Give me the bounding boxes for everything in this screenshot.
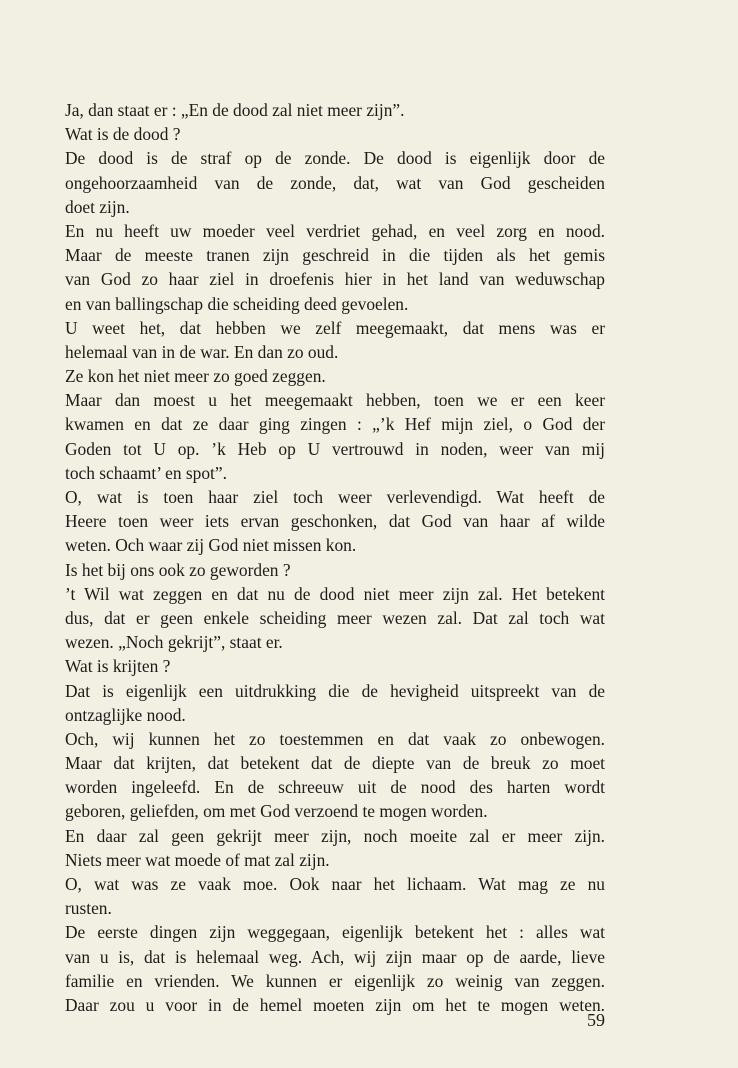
paragraph: [65, 824, 605, 872]
paragraph: [65, 558, 605, 582]
text-line: En daar zal geen gekrijt meer zijn, noch moeite zal er meer zijn.: [65, 825, 605, 846]
text-line: O, wat was ze vaak moe. Ook naar het lichaam. Wat mag ze nu: [65, 874, 605, 894]
text-line: worden ingeleefd. En de schreeuw uit de nood des harten wordt: [65, 777, 605, 798]
text-line: Maar dan moest u het meegemaakt hebben, toen we er een keer: [65, 390, 605, 411]
text-line: ’t Wil wat zeggen en dat nu de dood niet meer zijn zal. Het betekent: [65, 583, 605, 604]
paragraph: [65, 316, 605, 364]
text-line: geboren, geliefden, om met God verzoend te mogen worden.: [65, 801, 488, 822]
text-line: Heere toen weer iets ervan geschonken, dat God van haar af wilde: [65, 511, 605, 532]
text-line: O, wat is toen haar ziel toch weer verlevendigd. Wat heeft de: [65, 487, 605, 507]
text-line: dus, dat er geen enkele scheiding meer wezen zal. Dat zal toch wat: [65, 607, 605, 628]
text-line: De eerste dingen zijn weggegaan, eigenlijk betekent het : alles wat: [65, 922, 605, 943]
page-number: 59: [587, 1010, 605, 1030]
text-line: En nu heeft uw moeder veel verdriet gehad, en veel zorg en nood.: [65, 220, 605, 241]
text-line: rusten.: [65, 898, 112, 919]
page-body: [65, 98, 605, 1017]
text-line: weten. Och waar zij God niet missen kon.: [65, 535, 357, 556]
text-line: Dat is eigenlijk een uitdrukking die de hevigheid uitspreekt van de: [65, 680, 605, 701]
text-line: ongehoorzaamheid van de zonde, dat, wat van God gescheiden: [65, 172, 605, 193]
text-line: U weet het, dat hebben we zelf meegemaakt, dat mens was er: [65, 317, 605, 338]
paragraph: [65, 485, 605, 558]
text-line: Ja, dan staat er : „En de dood zal niet meer zijn”.: [65, 100, 405, 120]
text-line: Wat is de dood ?: [65, 124, 181, 145]
text-line: Maar de meeste tranen zijn geschreid in die tijden als het gemis: [65, 245, 605, 266]
paragraph: [65, 582, 605, 655]
text-line: van God zo haar ziel in droefenis hier in het land van weduwschap: [65, 269, 605, 290]
text-line: Niets meer wat moede of mat zal zijn.: [65, 849, 330, 870]
text-line: wezen. „Noch gekrijt”, staat er.: [65, 632, 283, 653]
text-line: doet zijn.: [65, 196, 130, 217]
text-line: De dood is de straf op de zonde. De dood is eigenlijk door de: [65, 148, 605, 169]
text-line: ontzaglijke nood.: [65, 704, 186, 725]
paragraph: [65, 679, 605, 727]
text-line: Ze kon het niet meer zo goed zeggen.: [65, 366, 326, 387]
paragraph: [65, 219, 605, 243]
text-line: van u is, dat is helemaal weg. Ach, wij zijn maar op de aarde, lieve: [65, 946, 605, 967]
text-line: en van ballingschap die scheiding deed gevoelen.: [65, 293, 409, 314]
paragraph: [65, 364, 605, 388]
paragraph: [65, 146, 605, 219]
text-line: Maar dat krijten, dat betekent dat de diepte van de breuk zo moet: [65, 753, 605, 774]
text-line: helemaal van in de war. En dan zo oud.: [65, 341, 339, 362]
text-line: kwamen en dat ze daar ging zingen : „’k Hef mijn ziel, o God der: [65, 414, 605, 435]
paragraph: [65, 98, 605, 122]
text-line: Och, wij kunnen het zo toestemmen en dat vaak zo onbewogen.: [65, 728, 605, 749]
paragraph: [65, 122, 605, 146]
paragraph: [65, 654, 605, 678]
text-line: Goden tot U op. ’k Heb op U vertrouwd in noden, weer van mij: [65, 438, 605, 459]
paragraph: [65, 727, 605, 824]
text-line: Wat is krijten ?: [65, 656, 171, 677]
paragraph: [65, 920, 605, 1017]
text-line: Daar zou u voor in de hemel moeten zijn om het te mogen weten.: [65, 994, 605, 1015]
text-line: toch schaamt’ en spot”.: [65, 462, 227, 483]
paragraph: [65, 872, 605, 920]
text-line: familie en vrienden. We kunnen er eigenlijk zo weinig van zeggen.: [65, 970, 605, 991]
paragraph: [65, 388, 605, 485]
paragraph: [65, 243, 605, 316]
text-line: Is het bij ons ook zo geworden ?: [65, 559, 291, 580]
